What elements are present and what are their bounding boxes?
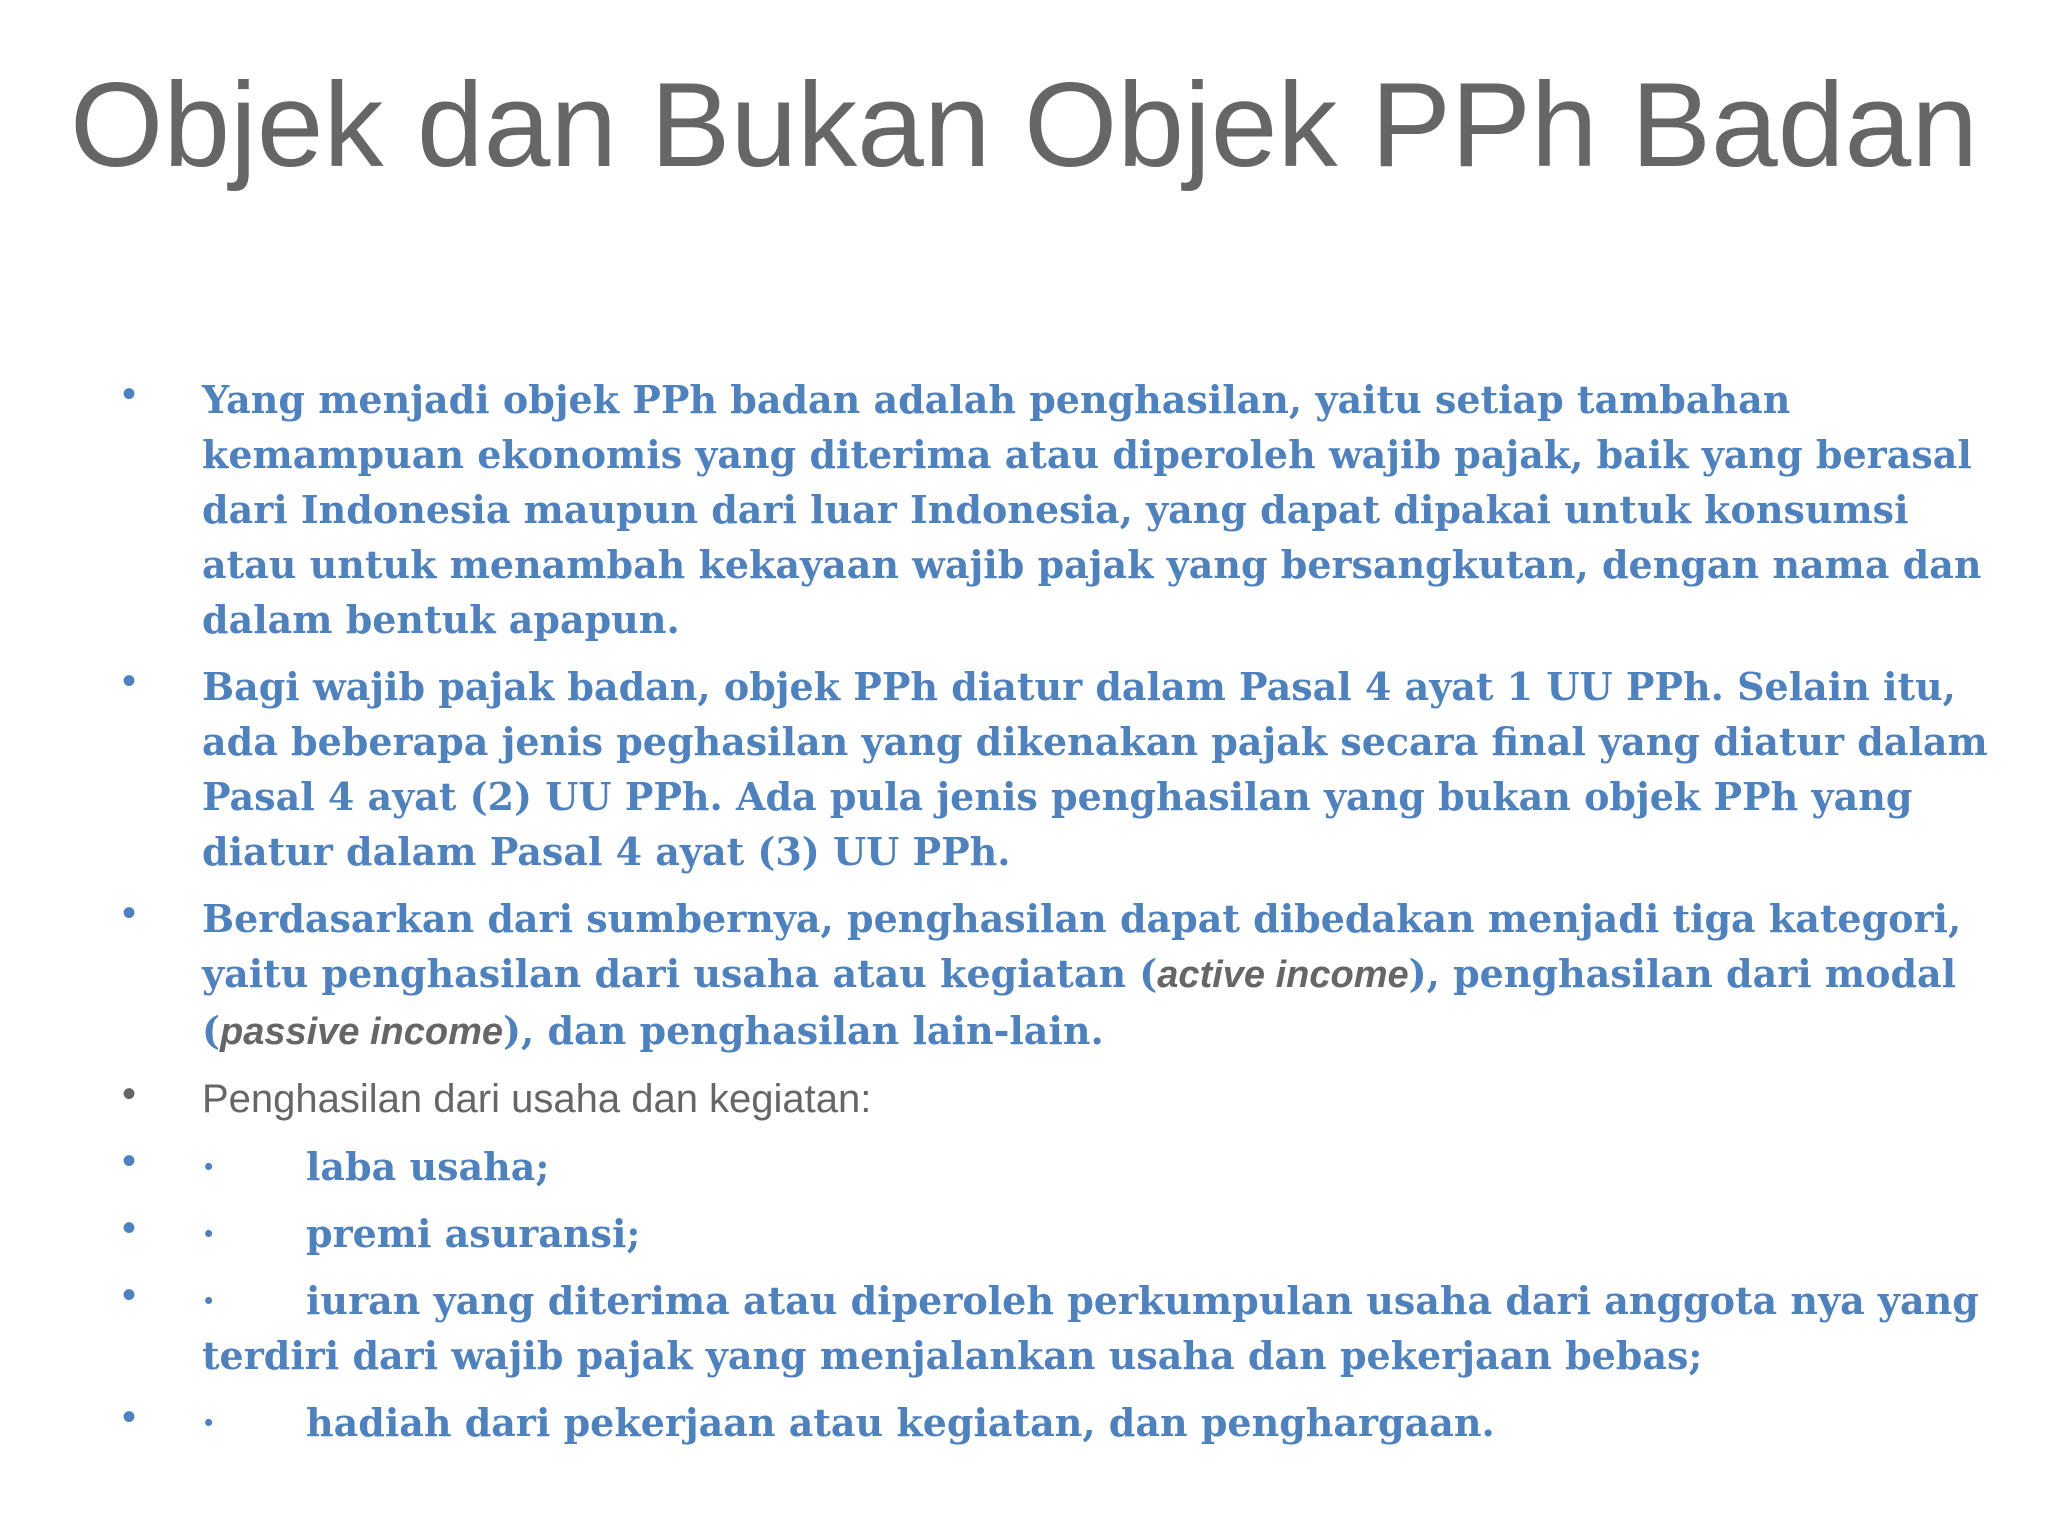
bullet-text-part: ), dan penghasilan lain-lain. bbox=[503, 1008, 1104, 1053]
bullet-text-part: Berdasarkan dari sumbernya, penghasilan dapat dibedakan menjadi tiga kategori, yaitu penghasilan dari usaha atau kegiatan ( bbox=[202, 896, 1962, 996]
bullet-text-part: ), penghasilan dari modal ( bbox=[202, 951, 1957, 1053]
sub-bullet-item bbox=[0, 1206, 2048, 1261]
bullet-text: Bagi wajib pajak badan, objek PPh diatur dalam Pasal 4 ayat 1 UU PPh. Selain itu, ada beberapa jenis peghasilan yang dikenakan pajak secara final yang diatur dalam Pasal 4 ayat (2) UU PPh. Ada pula jenis penghasilan yang bukan objek PPh yang diatur dalam Pasal 4 ayat (3) UU PPh. bbox=[202, 664, 1988, 874]
bullet-dot: • bbox=[122, 1206, 137, 1250]
bullet-item bbox=[0, 1072, 2048, 1127]
bullet-dot: • bbox=[122, 1273, 137, 1317]
bullet-dot: • bbox=[122, 1139, 137, 1183]
bullet-dot: • bbox=[122, 1395, 137, 1439]
bullet-list bbox=[0, 372, 2048, 1462]
sub-bullet-mark: · bbox=[202, 1400, 216, 1445]
slide-title: Objek dan Bukan Objek PPh Badan bbox=[70, 58, 1978, 192]
bullet-dot: • bbox=[122, 891, 137, 935]
emphasis-passive-income: passive income bbox=[219, 1011, 504, 1053]
bullet-item bbox=[0, 891, 2048, 1060]
bullet-dot: • bbox=[122, 1072, 137, 1116]
bullet-text: Penghasilan dari usaha dan kegiatan: bbox=[202, 1077, 872, 1121]
bullet-item bbox=[0, 372, 2048, 647]
bullet-text: Yang menjadi objek PPh badan adalah penghasilan, yaitu setiap tambahan kemampuan ekonomis yang diterima atau diperoleh wajib pajak, baik yang berasal dari Indonesia maupun dari luar Indonesia, yang dapat dipakai untuk konsumsi atau untuk menambah kekayaan wajib pajak yang bersangkutan, dengan nama dan dalam bentuk apapun. bbox=[202, 377, 1982, 642]
sub-bullet-mark: · bbox=[202, 1144, 216, 1189]
sub-bullet-text: iuran yang diterima atau diperoleh perkumpulan usaha dari anggota nya yang terdiri dari wajib pajak yang menjalankan usaha dan pekerjaan bebas; bbox=[202, 1278, 1979, 1378]
bullet-item bbox=[0, 659, 2048, 879]
bullet-dot: • bbox=[122, 372, 137, 416]
sub-bullet-mark: · bbox=[202, 1278, 216, 1323]
sub-bullet-item bbox=[0, 1395, 2048, 1450]
emphasis-active-income: active income bbox=[1157, 954, 1409, 996]
sub-bullet-text: laba usaha; bbox=[306, 1144, 550, 1189]
sub-bullet-item bbox=[0, 1273, 2048, 1383]
sub-bullet-mark: · bbox=[202, 1211, 216, 1256]
bullet-text bbox=[202, 891, 1988, 1060]
sub-bullet-text: hadiah dari pekerjaan atau kegiatan, dan penghargaan. bbox=[306, 1400, 1495, 1445]
bullet-dot: • bbox=[122, 659, 137, 703]
sub-bullet-item bbox=[0, 1139, 2048, 1194]
sub-bullet-text: premi asuransi; bbox=[306, 1211, 641, 1256]
